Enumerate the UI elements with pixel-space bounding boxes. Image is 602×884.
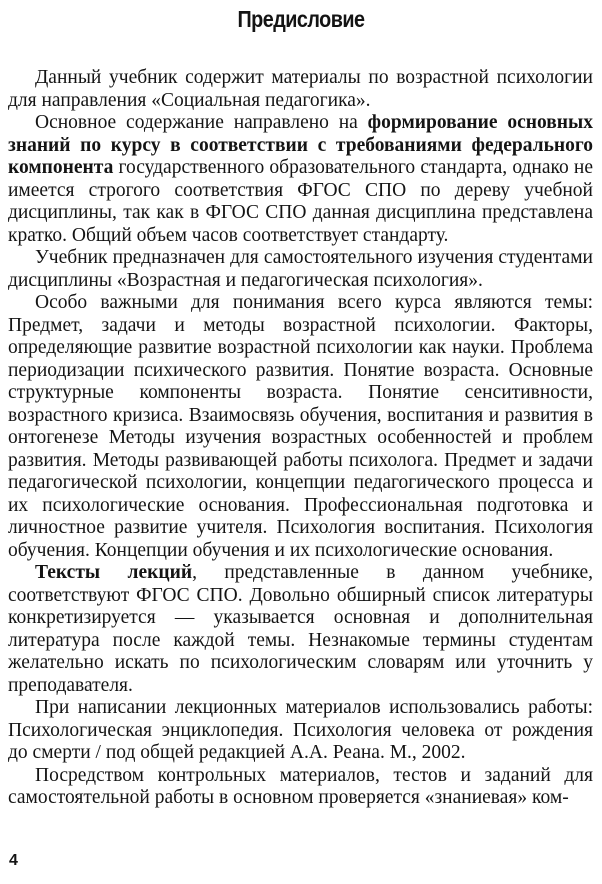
page-title: Предисловие (237, 6, 365, 32)
paragraph-7: Посредством контрольных материалов, тестов и заданий для самостоятельной работы в основном проверяется «знаниевая» ком- (8, 764, 593, 808)
paragraph-2-rest: государственного образовательного стандарта, однако не имеется строгого соответствия ФГОС СПО по дереву учебной дисциплины, так как в ФГОС СПО данная дисциплина представлена кратко. Общий объем часов соответствует стандарту. (8, 157, 593, 246)
paragraph-4: Особо важными для понимания всего курса являются темы: Предмет, задачи и методы возрастной психологии. Факторы, определяющие развитие возрастной психологии как науки. Проблема периодизации психического развития. Понятие возраста. Основные структурные компоненты возраста. Понятие сенситивности, возрастного кризиса. Взаимосвязь обучения, воспитания и развития в онтогенезе Методы изучения возрастных особенностей и проблем развития. Методы развивающей работы психолога. Предмет и задачи педагогической психологии, концепции педагогического процесса и их психологические основания. Профессиональная подготовка и личностное развитие учителя. Психология воспитания. Психология обучения. Концепции обучения и их психологические основания. (8, 292, 593, 561)
paragraph-1: Данный учебник содержит материалы по возрастной психологии для направления «Социальная педагогика». (8, 67, 593, 111)
paragraph-5-emphasis: Тексты лекций (35, 562, 193, 583)
paragraph-2-emphasis: формирование основных знаний по курсу в соответствии с требованиями федерального компонента (8, 112, 593, 178)
paragraph-5-rest: , представленные в данном учебнике, соответствуют ФГОС СПО. Довольно обширный список литературы конкретизируется — указывается основная и дополнительная литература после каждой темы. Незнакомые термины студентам желательно искать по психологическим словарям или уточнить у преподавателя. (8, 562, 594, 696)
page-number: 4 (9, 852, 18, 869)
paragraph-2 (8, 112, 593, 247)
paragraph-6: При написании лекционных материалов использовались работы: Психологическая энциклопедия. Психология человека от рождения до смерти / под общей редакцией А.А. Реана. М., 2002. (8, 697, 593, 763)
paragraph-5 (8, 562, 593, 697)
paragraph-3: Учебник предназначен для самостоятельного изучения студентами дисциплины «Возрастная и педагогическая психология». (8, 247, 593, 291)
preface-body (8, 67, 593, 810)
paragraph-2-lead: Основное содержание направлено на (35, 112, 368, 133)
